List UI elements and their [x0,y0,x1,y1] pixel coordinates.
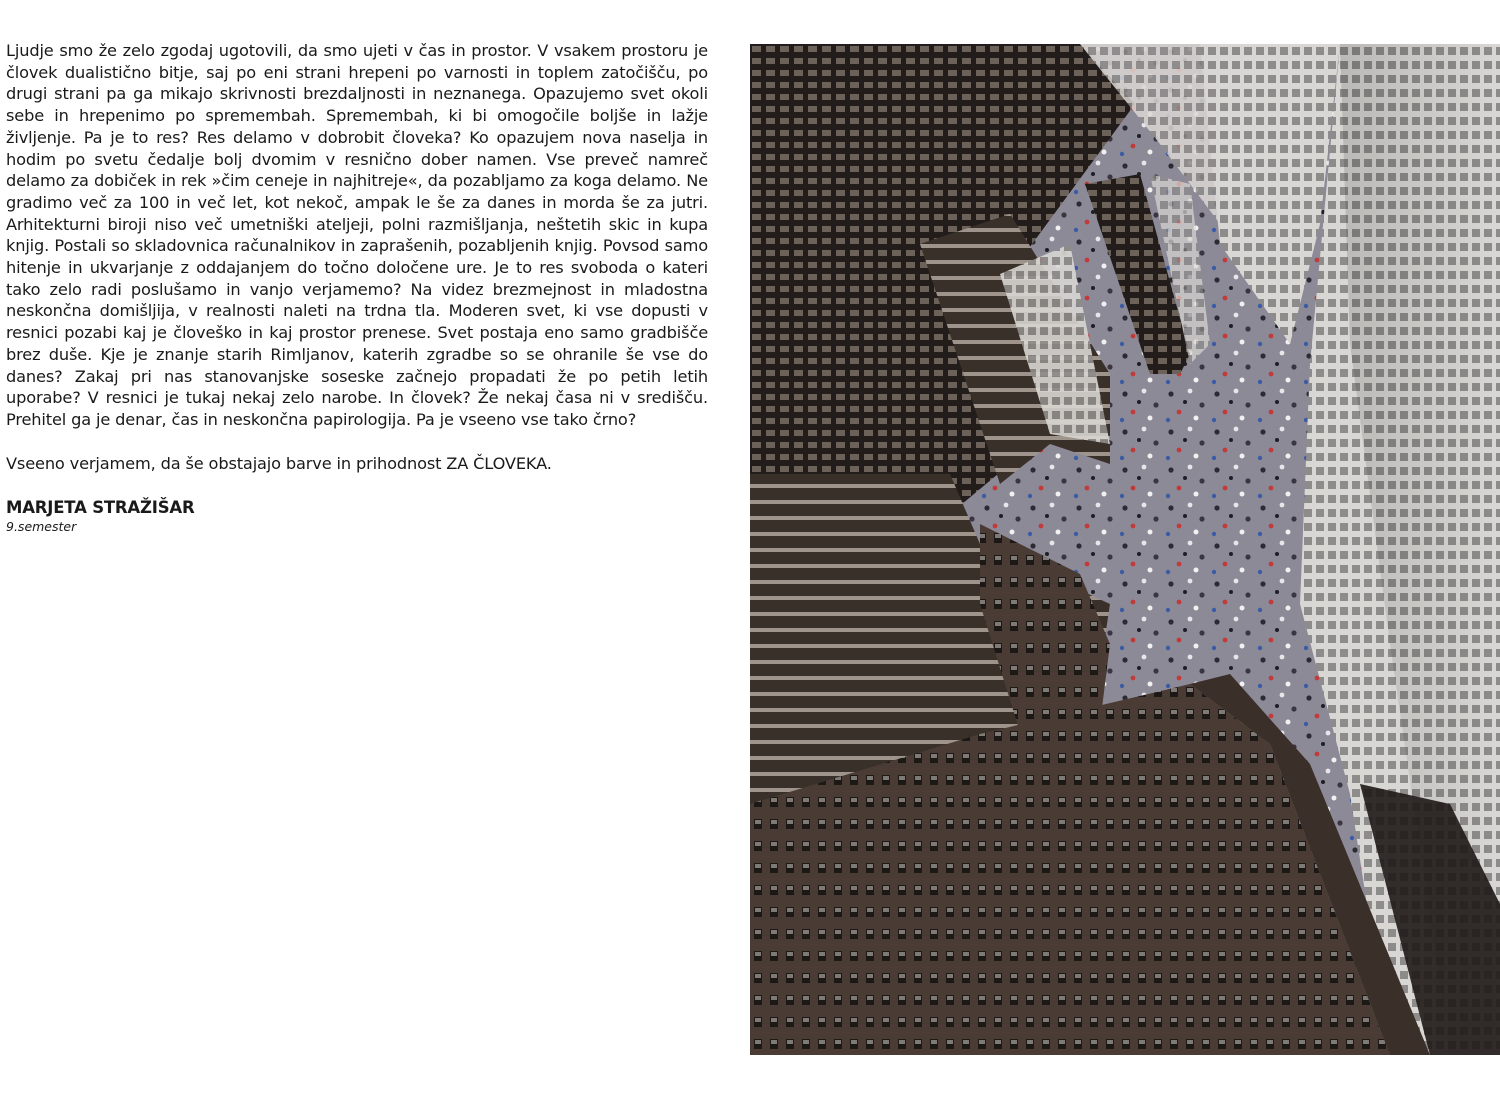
article-body-paragraph: Ljudje smo že zelo zgodaj ugotovili, da smo ujeti v čas in prostor. V vsakem prostoru je človek dualistično bitje, saj po eni strani hrepeni po varnosti in toplem zatočišču, po drugi strani pa ga mikajo skrivnosti brezdaljnosti in neznanega. Opazujemo svet okoli sebe in hrepenimo po spremembah. Spremembah, ki bi omogočile boljše in lažje življenje. Pa je to res? Res delamo v dobrobit človeka? Ko opazujem nova naselja in hodim po svetu čedalje bolj dvomim v resnično dober namen. Vse preveč namreč delamo za dobiček in rek »čim ceneje in najhitreje«, da pozabljamo za koga delamo. Ne gradimo več za 100 in več let, kot nekoč, ampak le še za danes in morda še za jutri. Arhitekturni biroji niso več umetniški ateljeji, polni razmišljanja, neštetih skic in kupa knjig. Postali so skladovnica računalnikov in zaprašenih, pozabljenih knjig. Povsod samo hitenje in ukvarjanje z oddajanjem do točno določene ure. Je to res svoboda o kateri tako zelo radi poslušamo in vanjo verjamemo? Na videz brezmejnost in mladostna neskončna domišljija, v realnosti naleti na trdna tla. Moderen svet, ki vse dopusti v resnici pozabi kaj je človeško in kaj prostor prenese. Svet postaja eno samo gradbišče brez duše. Kje je znanje starih Rimljanov, katerih zgradbe so se ohranile še vse do danes? Zakaj pri nas stanovanjske soseske začnejo propadati že po petih letih uporabe? V resnici je tukaj nekaj zelo narobe. In človek? Že nekaj časa ni v središču. Prehitel ga je denar, čas in neskončna papirologija. Pa je vseeno vse tako črno? [6,41,708,429]
author-semester: 9.semester [6,519,77,535]
article-closing-paragraph: Vseeno verjamem, da še obstajajo barve in prihodnost ZA ČLOVEKA. [6,453,552,473]
upward-skyscraper-photo [750,44,1500,1055]
article-text-column [6,40,708,534]
author-name: MARJETA STRAŽIŠAR [6,498,195,518]
photo-collage-icon [750,44,1500,1055]
